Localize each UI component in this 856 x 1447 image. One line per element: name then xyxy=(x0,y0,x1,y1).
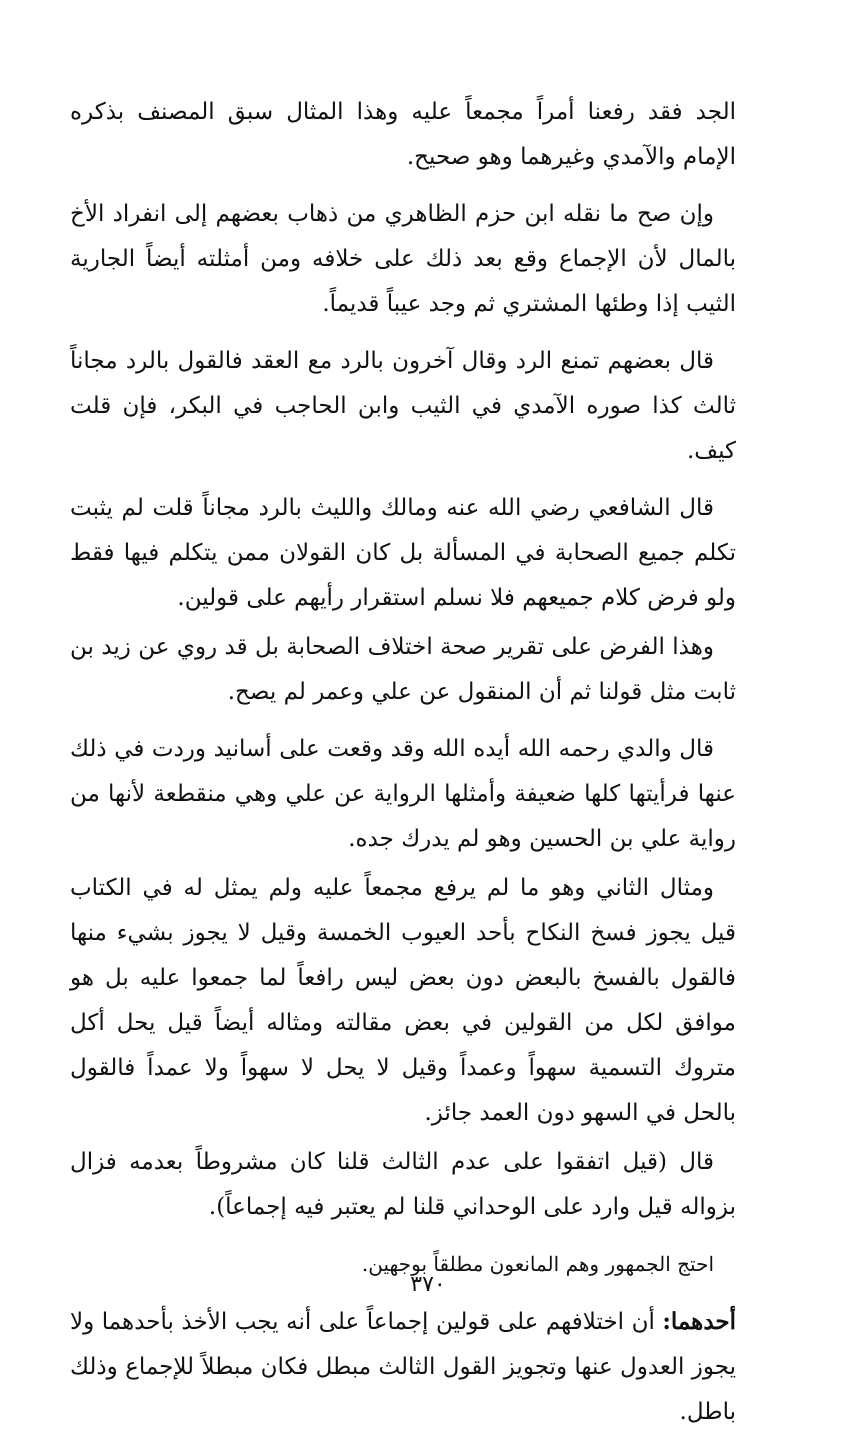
paragraph-3: قال بعضهم تمنع الرد وقال آخرون بالرد مع العقد فالقول بالرد مجاناً ثالث كذا صوره الآمدي في الثيب وابن الحاجب في البكر، فإن قلت كيف. xyxy=(70,348,736,464)
paragraph-10-text: أن اختلافهم على قولين إجماعاً على أنه يجب الأخذ بأحدهما ولا يجوز العدول عنها وتجويز القول الثالث مبطل فكان مبطلاً للإجماع وذلك باطل. xyxy=(70,1309,736,1425)
paragraph-6: قال والدي رحمه الله أيده الله وقد وقعت على أسانيد وردت في ذلك عنها فرأيتها كلها ضعيفة وأمثلها الرواية عن علي وهي منقطعة لأنها من رواية علي بن الحسين وهو لم يدرك جده. xyxy=(70,736,736,852)
paragraph-7: ومثال الثاني وهو ما لم يرفع مجمعاً عليه ولم يمثل له في الكتاب قيل يجوز فسخ النكاح بأحد العيوب الخمسة وقيل لا يجوز بشيء منها فالقول بالفسخ بالبعض دون بعض ليس رافعاً لما جمعوا عليه بل هو موافق لكل من القولين في بعض مقالته ومثاله أيضاً قيل يحل أكل متروك التسمية سهواً وعمداً وقيل لا يحل لا سهواً ولا عمداً فالقول بالحل في السهو دون العمد جائز. xyxy=(70,875,736,1126)
page-number: ٣٧٠ xyxy=(410,1272,446,1297)
paragraph-5: وهذا الفرض على تقرير صحة اختلاف الصحابة بل قد روي عن زيد بن ثابت مثل قولنا ثم أن المنقول عن علي وعمر لم يصح. xyxy=(70,634,736,705)
paragraph-2: وإن صح ما نقله ابن حزم الظاهري من ذهاب بعضهم إلى انفراد الأخ بالمال لأن الإجماع وقع بعد ذلك على خلافه ومن أمثلته أيضاً الجارية الثيب إذا وطئها المشتري ثم وجد عيباً قديماً. xyxy=(70,201,736,317)
page-body xyxy=(70,90,736,1447)
paragraph-9: احتج الجمهور وهم المانعون مطلقاً بوجهين. xyxy=(361,1252,714,1276)
paragraph-4: قال الشافعي رضي الله عنه ومالك والليث بالرد مجاناً قلت لم يثبت تكلم جميع الصحابة في المسألة بل كان القولان ممن يتكلم فيها فقط ولو فرض كلام جميعهم فلا نسلم استقرار رأيهم على قولين. xyxy=(70,495,736,611)
lead-term: أحدهما: xyxy=(662,1308,736,1335)
paragraph-10 xyxy=(70,1299,736,1435)
paragraph-1: الجد فقد رفعنا أمراً مجمعاً عليه وهذا المثال سبق المصنف بذكره الإمام والآمدي وغيرهما وهو صحيح. xyxy=(70,99,736,170)
paragraph-8: قال (قيل اتفقوا على عدم الثالث قلنا كان مشروطاً بعدمه فزال بزواله قيل وارد على الوحداني قلنا لم يعتبر فيه إجماعاً). xyxy=(70,1149,736,1220)
